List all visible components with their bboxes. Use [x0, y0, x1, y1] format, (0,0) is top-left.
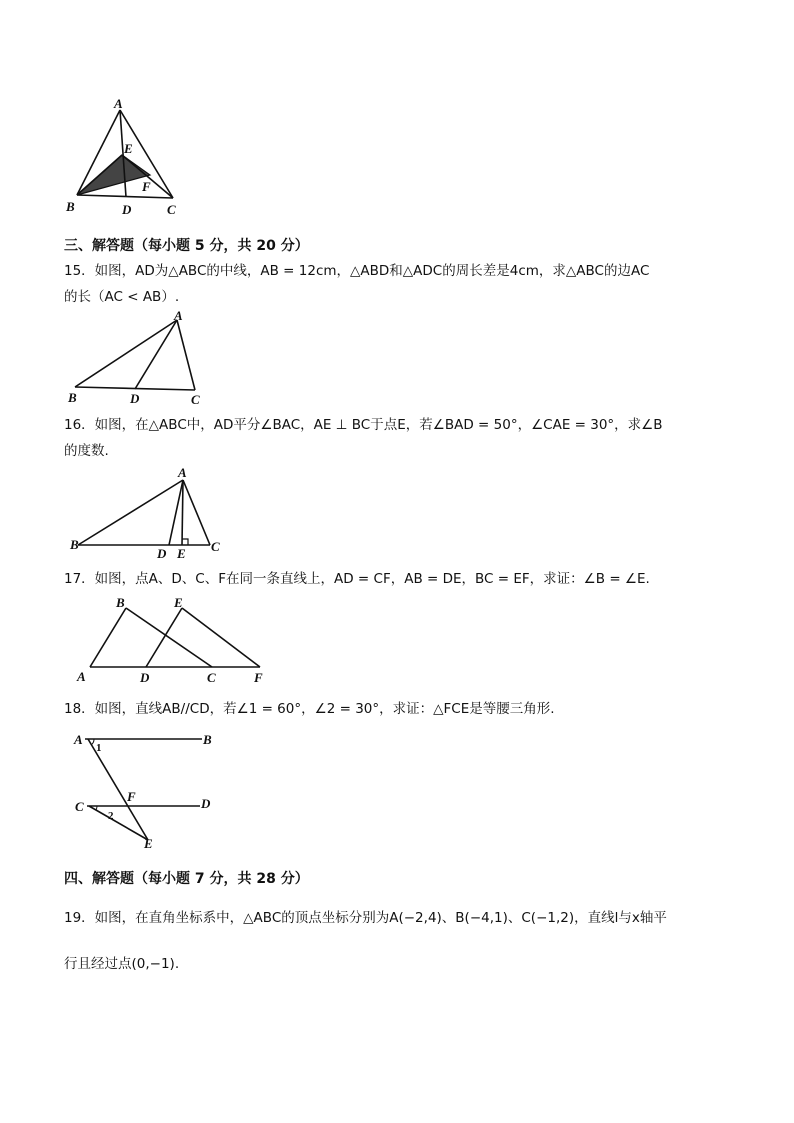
label-d: D	[122, 202, 132, 217]
question-18-line-1: 18．如图，直线AB//CD，若∠1 = 60°，∠2 = 30°，求证：△FCE是等腰三角形.	[64, 701, 555, 717]
question-17-line-1: 17．如图，点A、D、C、F在同一条直线上，AD = CF，AB = DE，BC = EF，求证：∠B = ∠E.	[64, 571, 650, 587]
label-c: C	[191, 392, 200, 407]
question-18	[64, 696, 732, 722]
segment-de	[146, 608, 182, 667]
label-a: A	[77, 669, 86, 684]
label-f: F	[142, 179, 151, 194]
label-d: D	[157, 546, 167, 561]
question-16-line-2: 的度数.	[64, 443, 109, 459]
label-b: B	[116, 595, 125, 610]
label-e: E	[144, 836, 153, 851]
label-b: B	[68, 390, 77, 405]
question-16-line-1: 16．如图，在△ABC中，AD平分∠BAC，AE ⊥ BC于点E，若∠BAD = 50°，∠CAE = 30°，求∠B	[64, 417, 663, 433]
question-19-line-2: 行且经过点(0,−1).	[64, 956, 180, 972]
label-a: A	[114, 96, 123, 111]
label-a: A	[178, 465, 187, 480]
label-d: D	[201, 796, 211, 811]
segment-ad	[169, 480, 183, 545]
label-b: B	[203, 732, 212, 747]
figure-q16-svg	[60, 463, 240, 563]
segment-ab	[78, 480, 183, 545]
label-b: B	[66, 199, 75, 214]
segment-ac	[177, 320, 195, 390]
label-d: D	[130, 391, 140, 406]
label-a: A	[74, 732, 83, 747]
label-angle-2: 2	[108, 810, 114, 822]
figure-q15	[60, 306, 220, 406]
segment-ab	[90, 608, 126, 667]
segment-ae	[182, 480, 183, 545]
label-f: F	[254, 670, 263, 685]
label-d: D	[140, 670, 150, 685]
section-3-heading: 三、解答题（每小题 5 分，共 20 分）	[64, 238, 309, 254]
question-19-line-1: 19．如图，在直角坐标系中，△ABC的顶点坐标分别为A(−2,4)、B(−4,1)、C(−1,2)，直线l与x轴平	[64, 910, 667, 926]
segment-ad	[135, 320, 177, 389]
label-c: C	[167, 202, 176, 217]
figure-q17	[60, 592, 280, 687]
label-e: E	[174, 595, 183, 610]
figure-q15-svg	[60, 306, 220, 406]
figure-q14-svg	[60, 95, 190, 220]
label-c: C	[75, 799, 84, 814]
label-c: C	[207, 670, 216, 685]
label-c: C	[211, 539, 220, 554]
label-f: F	[127, 789, 136, 804]
question-15-line-2: 的长（AC < AB）.	[64, 289, 180, 305]
section-4-heading: 四、解答题（每小题 7 分，共 28 分）	[64, 871, 309, 887]
label-e: E	[177, 546, 186, 561]
question-17	[64, 566, 732, 592]
segment-ae	[88, 739, 148, 840]
segment-ab	[75, 320, 177, 387]
angle-1-arc	[91, 739, 94, 745]
label-b: B	[70, 537, 79, 552]
right-angle-mark	[182, 539, 188, 545]
figure-q16	[60, 463, 240, 563]
segment-ac	[183, 480, 210, 545]
figure-q18	[60, 728, 240, 853]
question-16	[64, 412, 732, 464]
figure-q18-svg	[60, 728, 240, 853]
question-15-line-1: 15．如图，AD为△ABC的中线，AB = 12cm，△ABD和△ADC的周长差是4cm，求△ABC的边AC	[64, 263, 650, 279]
label-angle-1: 1	[96, 742, 102, 754]
label-e: E	[124, 141, 133, 156]
segment-ef	[182, 608, 260, 667]
figure-q14	[60, 95, 190, 220]
question-15	[64, 258, 732, 310]
figure-q17-svg	[60, 592, 280, 687]
segment-bc	[77, 195, 173, 198]
segment-bc	[126, 608, 212, 667]
segment-ce	[89, 806, 148, 840]
label-a: A	[174, 308, 183, 323]
question-19	[64, 895, 732, 987]
